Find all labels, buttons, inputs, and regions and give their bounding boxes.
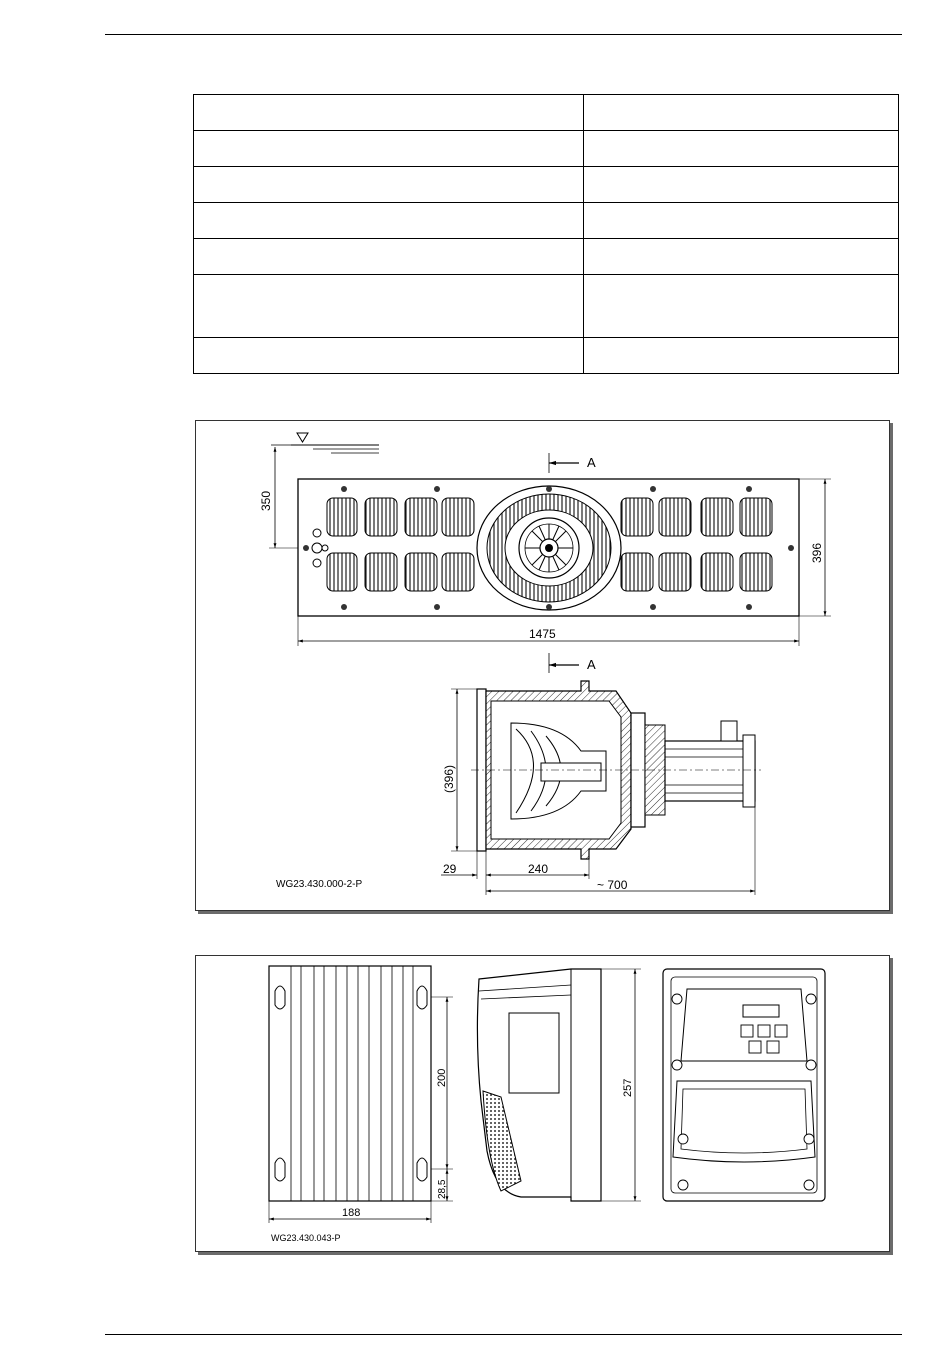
- table-row: [194, 95, 899, 131]
- dim-350-label: 350: [259, 490, 273, 511]
- dimension-350: [259, 447, 301, 548]
- dimension-1475: [298, 616, 799, 646]
- dimension-396: [799, 479, 831, 616]
- table-cell-label: [194, 338, 584, 374]
- table-cell-value: [584, 338, 899, 374]
- controller-drawing-id: WG23.430.043-P: [271, 1233, 341, 1243]
- section-label-bottom: A: [587, 657, 596, 672]
- fan-drawing-frame: [195, 420, 890, 911]
- controller-front-view: [663, 969, 825, 1201]
- water-level-symbol: [271, 433, 379, 453]
- dim-396-label: 396: [810, 542, 824, 563]
- footer-rule: [105, 1334, 902, 1335]
- spec-table: [193, 94, 899, 374]
- table-row: [194, 239, 899, 275]
- table-cell-value: [584, 239, 899, 275]
- table-cell-label: [194, 95, 584, 131]
- controller-side-view: [477, 969, 601, 1201]
- dim-28-5-label: 28,5: [437, 1179, 448, 1199]
- table-row: [194, 275, 899, 338]
- table-cell-label: [194, 167, 584, 203]
- dimension-200: [431, 997, 453, 1201]
- controller-drawing-frame: [195, 955, 890, 1252]
- table-row: [194, 338, 899, 374]
- controller-rear-view: [269, 966, 431, 1201]
- dim-240-label: 240: [528, 862, 549, 876]
- fan-drawing-id: WG23.430.000-2-P: [276, 879, 363, 890]
- table-cell-label: [194, 203, 584, 239]
- header-rule: [105, 34, 902, 35]
- dim-257-label: 257: [622, 1078, 634, 1097]
- table-cell-value: [584, 131, 899, 167]
- table-row: [194, 203, 899, 239]
- fan-front-view: [298, 479, 799, 616]
- section-label-top: A: [587, 455, 596, 470]
- dim-700-label: ~ 700: [597, 878, 628, 892]
- dim-188-label: 188: [342, 1207, 361, 1219]
- fan-side-view: [471, 681, 761, 859]
- table-row: [194, 167, 899, 203]
- table-row: [194, 131, 899, 167]
- table-cell-label: [194, 239, 584, 275]
- dim-1475-label: 1475: [529, 627, 556, 641]
- controller-drawing: [196, 956, 889, 1251]
- dim-396-side-label: (396): [442, 764, 456, 793]
- table-cell-value: [584, 203, 899, 239]
- dimension-188: [269, 1201, 431, 1223]
- dim-200-label: 200: [436, 1068, 448, 1087]
- table-cell-label: [194, 131, 584, 167]
- dim-29-label: 29: [443, 862, 457, 876]
- table-cell-value: [584, 95, 899, 131]
- table-cell-value: [584, 275, 899, 338]
- dimension-257: [601, 969, 641, 1201]
- table-cell-value: [584, 167, 899, 203]
- fan-drawing: [196, 421, 889, 910]
- table-cell-label: [194, 275, 584, 338]
